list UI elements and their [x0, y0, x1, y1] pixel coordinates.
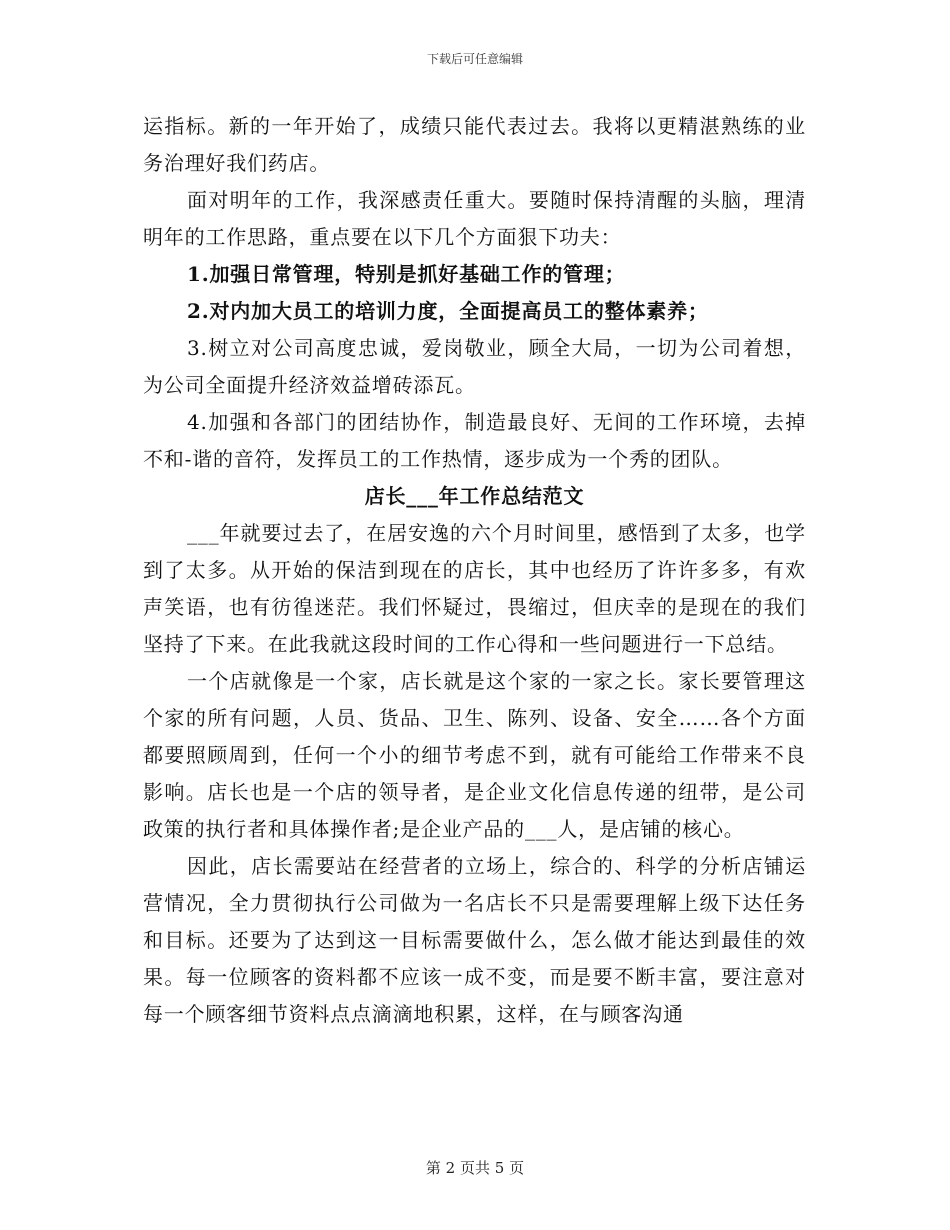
list-item-1: 1.加强日常管理，特别是抓好基础工作的管理； — [187, 262, 626, 286]
paragraph-store-family: 一个店就像是一个家，店长就是这个家的一家之长。家长要管理这个家的所有问题，人员、货品、卫生、陈列、设备、安全……各个方面都要照顾周到，任何一个小的细节考虑不到，就有可能给工作带来不良影响。店长也是一个店的领导者，是企业文化信息传递的纽带，是公司政策的执行者和具体操作者;是企业产品的___人，是店铺的核心。 — [143, 669, 806, 841]
paragraph-therefore: 因此，店长需要站在经营者的立场上，综合的、科学的分析店铺运营情况，全力贯彻执行公司做为一名店长不只是需要理解上级下达任务和目标。还要为了达到这一目标需要做什么，怎么做才能达到最佳的效果。每一位顾客的资料都不应该一成不变，而是要不断丰富，要注意对每一个顾客细节资料点点滴滴地积累，这样，在与顾客沟通 — [143, 854, 806, 1026]
list-item-2: 2.对内加大员工的培训力度，全面提高员工的整体素养； — [187, 299, 709, 323]
document-body — [143, 108, 806, 1033]
page-header: 下载后可任意编辑 — [426, 52, 523, 66]
section-title: 店长___年工作总结范文 — [364, 484, 585, 508]
paragraph-intro: 面对明年的工作，我深感责任重大。要随时保持清醒的头脑，理清明年的工作思路，重点要在以下几个方面狠下功夫： — [143, 188, 806, 249]
list-item-3: 3.树立对公司高度忠诚，爱岗敬业，顾全大局，一切为公司着想，为公司全面提升经济效益增砖添瓦。 — [143, 336, 806, 397]
list-item-4: 4.加强和各部门的团结协作，制造最良好、无间的工作环境，去掉不和-谐的音符，发挥员工的工作热情，逐步成为一个秀的团队。 — [143, 410, 806, 471]
page-footer: 第 2 页共 5 页 — [425, 1159, 525, 1177]
paragraph-continuation: 运指标。新的一年开始了，成绩只能代表过去。我将以更精湛熟练的业务治理好我们药店。 — [143, 114, 806, 175]
paragraph-opening: ___年就要过去了，在居安逸的六个月时间里，感悟到了太多，也学到了太多。从开始的保洁到现在的店长，其中也经历了许许多多，有欢声笑语，也有彷徨迷茫。我们怀疑过，畏缩过，但庆幸的是现在的我们坚持了下来。在此我就这段时间的工作心得和一些问题进行一下总结。 — [143, 521, 806, 656]
